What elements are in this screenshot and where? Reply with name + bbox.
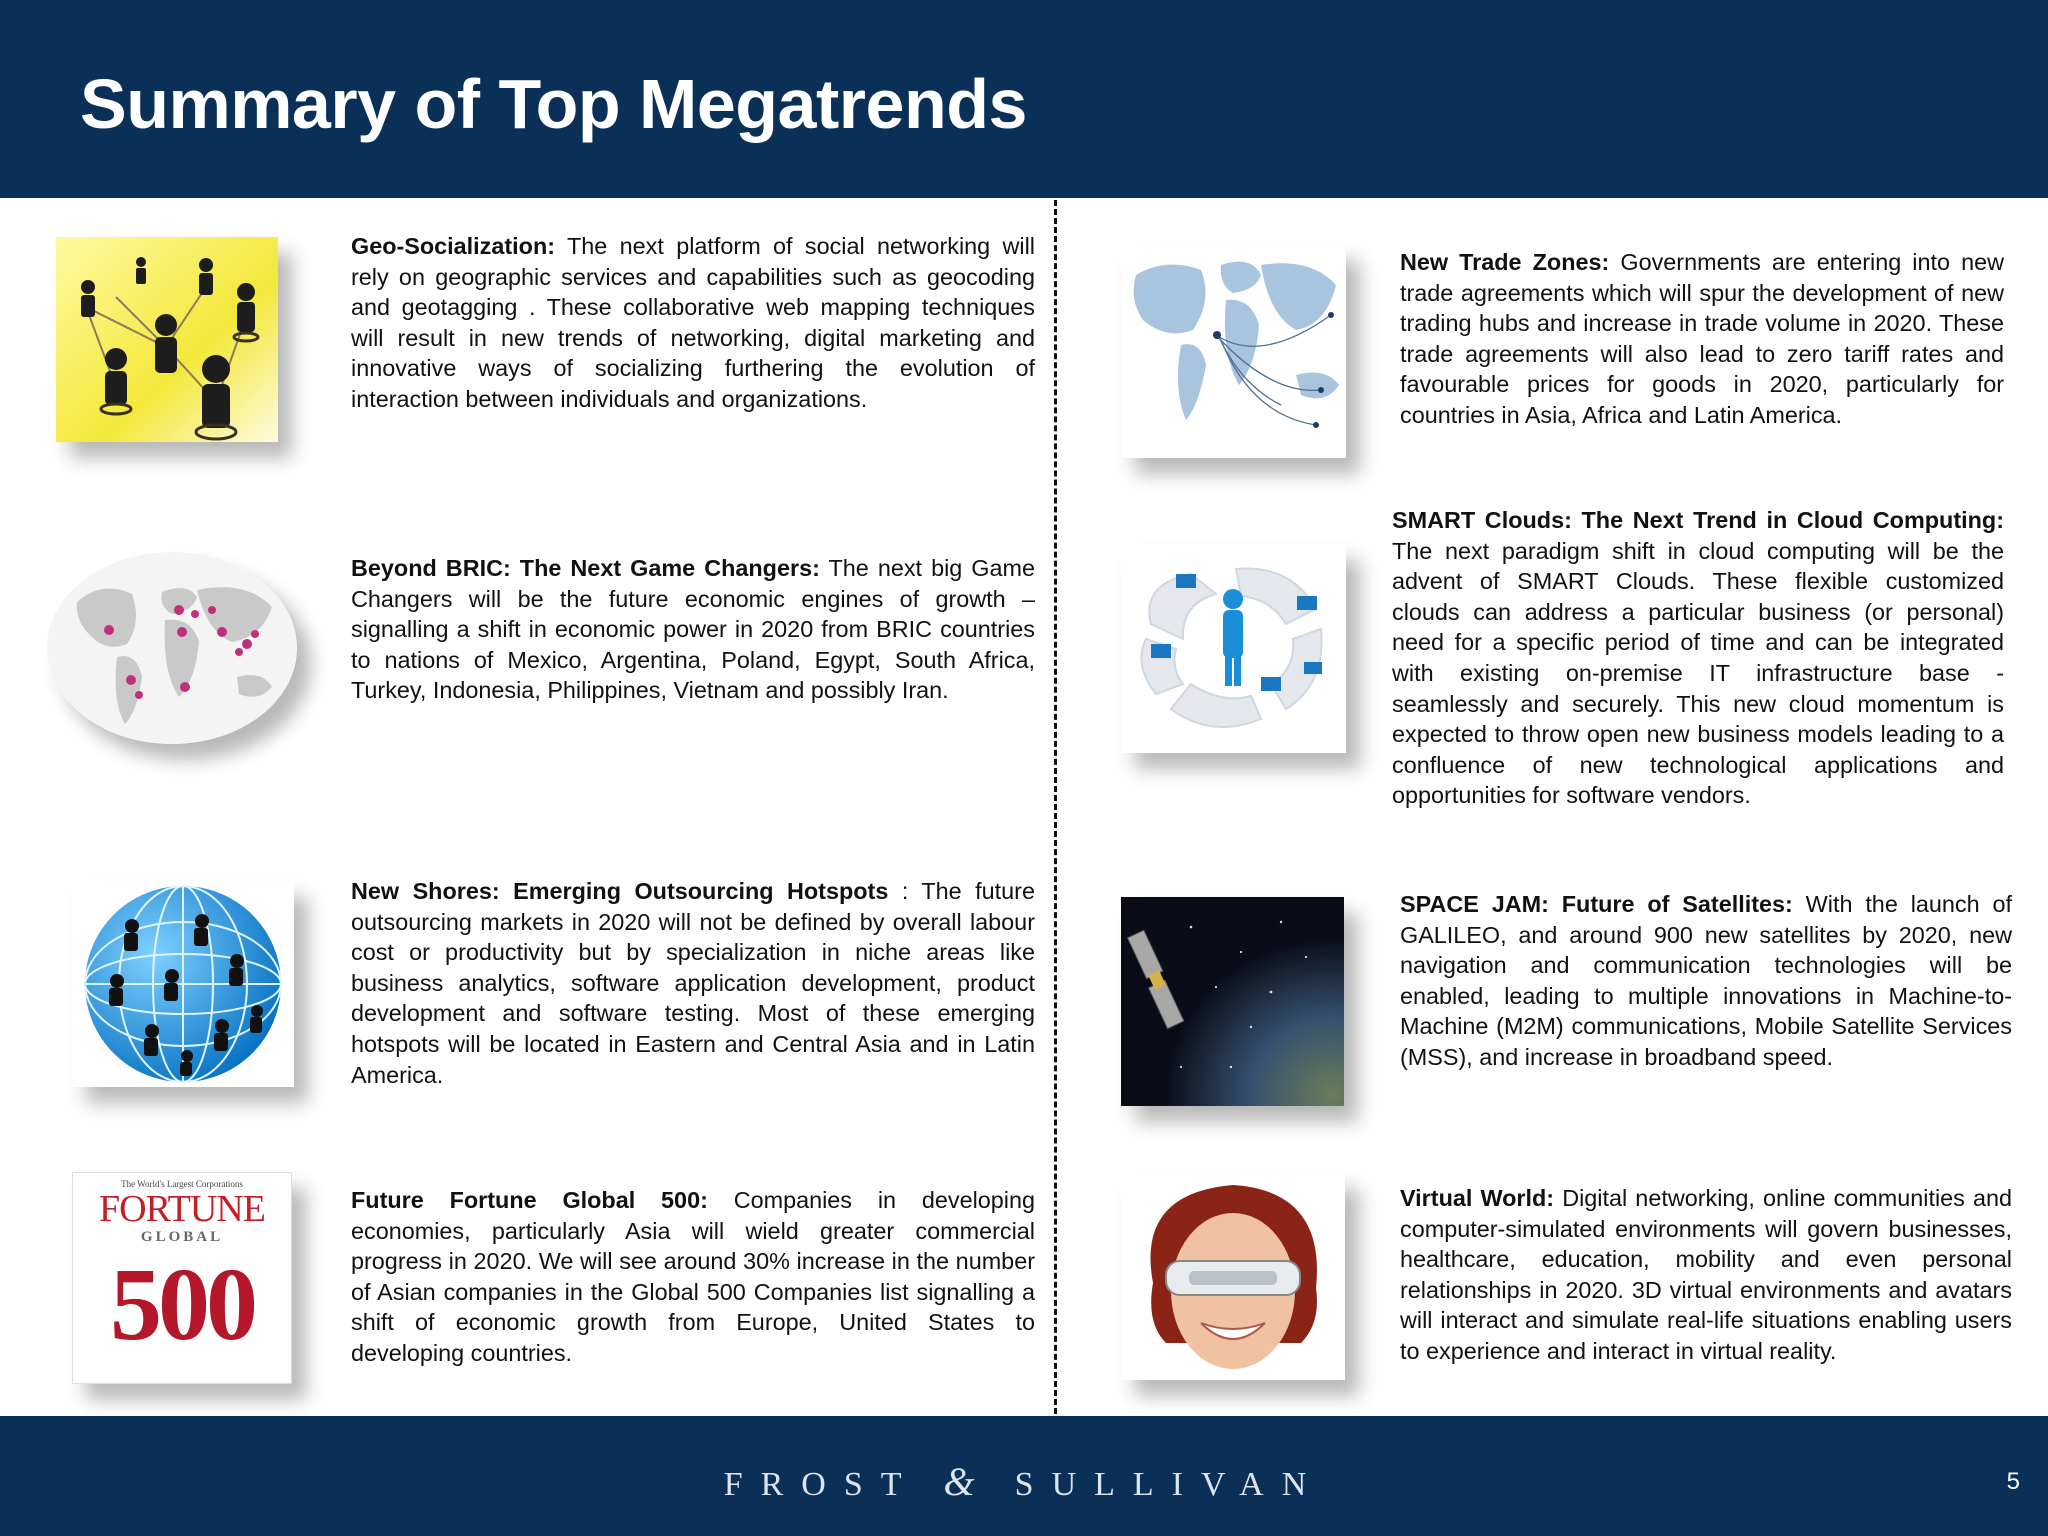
megatrend-title: SPACE JAM: Future of Satellites:: [1400, 891, 1793, 917]
megatrend-title: Geo-Socialization:: [351, 233, 556, 259]
satellite-earth-icon: [1121, 897, 1344, 1106]
page-number: 5: [2006, 1468, 2020, 1495]
megatrend-text: [1400, 1183, 2012, 1367]
megatrend-text: [1392, 505, 2004, 811]
megatrend-title: New Shores: Emerging Outsourcing Hotspots: [351, 878, 889, 904]
megatrend-title: Virtual World:: [1400, 1185, 1555, 1211]
brand-ampersand: &: [943, 1459, 1015, 1504]
fortune-magazine-cover: [72, 1172, 292, 1384]
megatrend-title: Beyond BRIC: The Next Game Changers:: [351, 555, 820, 581]
megatrend-title: SMART Clouds: The Next Trend in Cloud Computing:: [1392, 507, 2004, 533]
megatrend-title: New Trade Zones:: [1400, 249, 1610, 275]
megatrend-description: Companies in developing economies, particularly Asia will wield greater commercial progress in 2020. We will see around 30% increase in the number of Asian companies in the Global 500 Companies list signalling a shift of economic growth from Europe, United States to developing countries.: [351, 1187, 1035, 1366]
header-bar: [0, 0, 2048, 198]
megatrend-description: Governments are entering into new trade agreements which will spur the development of new trading hubs and increase in trade volume in 2020. These trade agreements will also lead to zero tariff rates and favourable prices for goods in 2020, particularly for countries in Asia, Africa and Latin America.: [1400, 249, 2004, 428]
fortune-tagline: The World's Largest Corporations: [121, 1179, 243, 1189]
fortune-sub: GLOBAL: [140, 1229, 224, 1245]
megatrend-text: [351, 231, 1035, 415]
brand-logo: [0, 1458, 2048, 1505]
page-title: Summary of Top Megatrends: [80, 65, 1027, 143]
megatrend-text: [1400, 889, 2012, 1073]
column-divider: [1054, 200, 1057, 1414]
megatrend-description: The next big Game Changers will be the future economic engines of growth – signalling a shift in economic power in 2020 from BRIC countries to nations of Mexico, Argentina, Poland, Egypt, South Africa, Turkey, Indonesia, Philippines, Vietnam and possibly Iran.: [351, 555, 1036, 704]
cloud-network-icon: [1121, 544, 1346, 753]
megatrend-description: The next paradigm shift in cloud computing will be the advent of SMART Clouds. These flexible customized clouds can address a particular business (or personal) need for a specific period of time and can be integrated with existing on-premise IT infrastructure base - seamlessly and securely. This new cloud momentum is expected to throw open new business models leading to a confluence of new technological applications and opportunities for software vendors.: [1392, 537, 2004, 809]
world-map-highlight-icon: [47, 552, 297, 744]
megatrend-title: Future Fortune Global 500:: [351, 1187, 708, 1213]
brand-sullivan: SULLIVAN: [1014, 1466, 1325, 1503]
fortune-number: 500: [110, 1247, 254, 1362]
megatrend-text: [351, 1185, 1035, 1369]
megatrend-description: The next platform of social networking will rely on geographic services and capabilities such as geocoding and geotagging . These collaborative web mapping techniques will result in new trends of networking, digital marketing and innovative ways of socializing furthering the evolution of interaction between individuals and organizations.: [351, 233, 1035, 412]
brand-frost: FROST: [723, 1466, 920, 1503]
fortune-masthead: FORTUNE: [99, 1188, 265, 1230]
megatrend-text: [351, 876, 1035, 1090]
megatrend-description: Digital networking, online communities and computer-simulated environments will govern businesses, healthcare, education, mobility and even personal relationships in 2020. 3D virtual environments and avatars will interact and simulate real-life situations enabling users to experience and interact in virtual reality.: [1400, 1185, 2012, 1364]
megatrend-description: With the launch of GALILEO, and around 900 new satellites by 2020, new navigation and communication technologies will be enabled, leading to multiple innovations in Machine-to-Machine (M2M) communications, Mobile Satellite Services (MSS), and increase in broadband speed.: [1400, 891, 2012, 1070]
megatrend-description: : The future outsourcing markets in 2020 will not be defined by overall labour cost or productivity but by specialization in niche areas like business analytics, software application development, product development and software testing. Most of these emerging hotspots will be located in Eastern and Central Asia and in Latin America.: [351, 878, 1035, 1088]
vr-headset-person-icon: [1121, 1173, 1345, 1380]
footer-bar: [0, 1416, 2048, 1536]
megatrend-text: [351, 553, 1035, 706]
megatrend-text: [1400, 247, 2004, 431]
social-network-people-icon: [56, 237, 278, 442]
globe-people-icon: [72, 881, 294, 1087]
trade-routes-map-icon: [1121, 245, 1346, 458]
